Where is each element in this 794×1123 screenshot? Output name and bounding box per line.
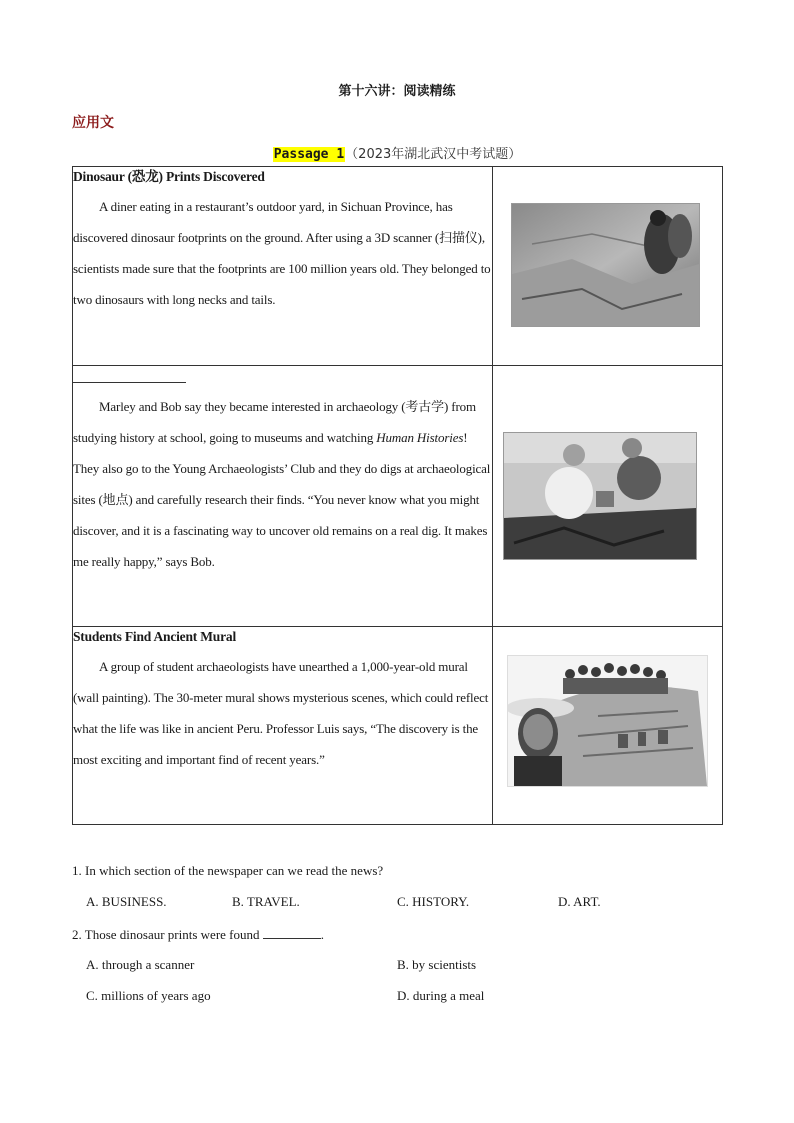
mural-discovery-photo — [507, 655, 708, 787]
answer-blank[interactable] — [263, 926, 321, 939]
missing-title-blank — [73, 366, 186, 383]
article-body: Marley and Bob say they became interested in archaeology (考古学) from studying history at school, going to museums and watching Human Histories! They also go to the Young Archaeologists’ Club and they do digs at archaeological sites (地点) and carefully research their finds. “You never know what you might discover, and it is a fascinating way to uncover old remains on a real dig. It makes me really happy,” says Bob. — [73, 399, 491, 569]
question-2-option-a[interactable]: A. through a scanner — [86, 957, 195, 972]
article-body: A diner eating in a restaurant’s outdoor yard, in Sichuan Province, has discovered dinosaur footprints on the ground. After using a 3D scanner (扫描仪), scientists made sure that the footprints are 100 million years old. They belonged to two dinosaurs with long necks and tails. — [73, 199, 491, 307]
article-text-cell — [73, 627, 493, 825]
dinosaur-footprint-photo — [511, 203, 700, 327]
passage-heading — [0, 143, 794, 162]
article-image-cell — [493, 627, 723, 825]
article-title: Dinosaur (恐龙) Prints Discovered — [73, 169, 265, 184]
article-text-cell — [73, 366, 493, 627]
question-1-option-c[interactable]: C. HISTORY. — [397, 894, 470, 909]
question-2-option-b[interactable]: B. by scientists — [397, 957, 477, 972]
article-body: A group of student archaeologists have unearthed a 1,000-year-old mural (wall painting). The 30-meter mural shows mysterious scenes, which could reflect what the life was like in ancient Peru. Professor Luis says, “The discovery is the most exciting and important find of recent years.” — [73, 659, 489, 767]
show-title: Human Histories — [376, 430, 464, 445]
page-title: 第十六讲：阅读精练 — [338, 84, 456, 99]
question-2-option-d[interactable]: D. during a meal — [397, 988, 485, 1003]
passage-tag: Passage 1 — [273, 147, 345, 162]
passage-source: （2023年湖北武汉中考试题） — [345, 147, 522, 162]
archaeologists-dig-photo — [503, 432, 697, 560]
question-2-option-c[interactable]: C. millions of years ago — [86, 988, 211, 1003]
question-1-option-d[interactable]: D. ART. — [558, 894, 601, 909]
article-text-cell — [73, 167, 493, 366]
news-table — [72, 166, 723, 825]
article-row — [73, 167, 723, 366]
question-2-stem: 2. Those dinosaur prints were found . — [72, 927, 325, 942]
article-row — [73, 627, 723, 825]
article-image-cell — [493, 366, 723, 627]
article-row — [73, 366, 723, 627]
question-1-stem: 1. In which section of the newspaper can we read the news? — [72, 863, 384, 878]
section-label: 应用文 — [72, 115, 114, 131]
article-image-cell — [493, 167, 723, 366]
article-title: Students Find Ancient Mural — [73, 629, 237, 644]
question-1-option-b[interactable]: B. TRAVEL. — [232, 894, 300, 909]
question-1-option-a[interactable]: A. BUSINESS. — [86, 894, 167, 909]
